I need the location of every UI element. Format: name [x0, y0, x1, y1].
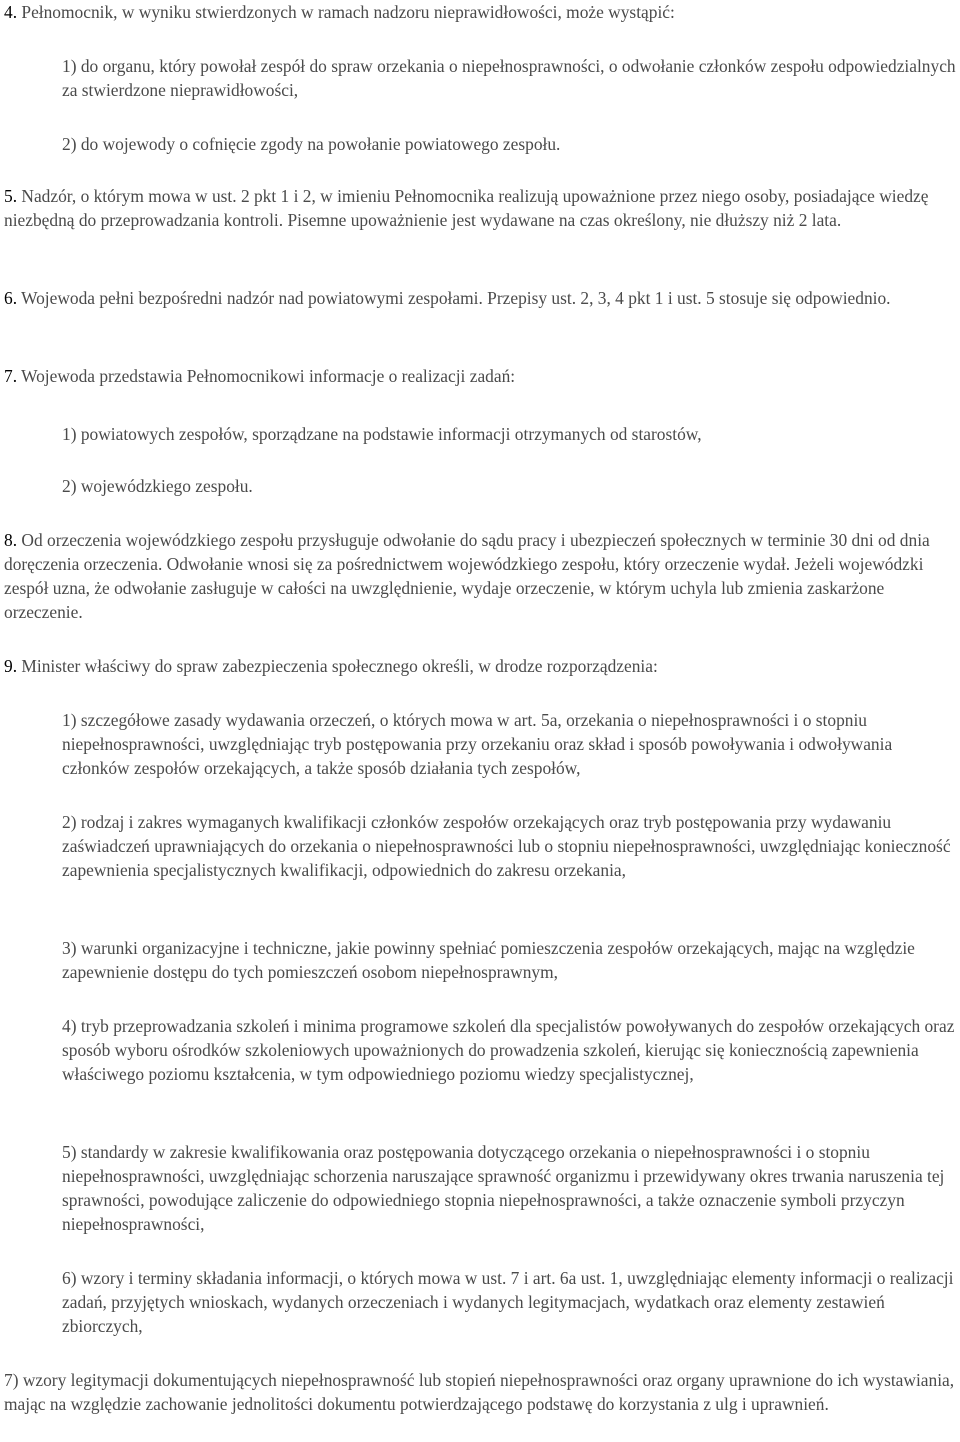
paragraph-7-point-2: [62, 474, 956, 498]
paragraph-text: Pełnomocnik, w wyniku stwierdzonych w ramach nadzoru nieprawidłowości, może wystąpić:: [17, 2, 675, 22]
paragraph-7: [4, 364, 956, 388]
paragraph-8: [4, 528, 956, 624]
paragraph-number: 8.: [4, 530, 18, 550]
paragraph-number: 4.: [4, 2, 18, 22]
paragraph-text: 1) szczegółowe zasady wydawania orzeczeń, o których mowa w art. 5a, orzekania o niepełnosprawności i o stopniu niepełnosprawności, uwzględniając tryb postępowania przy orzekaniu oraz skład i sposób powoływania i odwoływania członków zespołów orzekających, a także sposób działania tych zespołów,: [62, 710, 893, 778]
paragraph-text: 2) do wojewody o cofnięcie zgody na powołanie powiatowego zespołu.: [62, 134, 561, 154]
paragraph-9-point-2: [62, 810, 956, 882]
paragraph-4-point-2: [62, 132, 956, 156]
paragraph-6: [4, 286, 956, 310]
paragraph-number: 9.: [4, 656, 18, 676]
paragraph-text: 3) warunki organizacyjne i techniczne, jakie powinny spełniać pomieszczenia zespołów orzekających, mając na względzie zapewnienie dostępu do tych pomieszczeń osobom niepełnosprawnym,: [62, 938, 915, 982]
paragraph-text: Nadzór, o którym mowa w ust. 2 pkt 1 i 2, w imieniu Pełnomocnika realizują upoważnione przez niego osoby, posiadające wiedzę niezbędną do przeprowadzania kontroli. Pisemne upoważnienie jest wydawane na czas określony, nie dłuższy niż 2 lata.: [4, 186, 929, 230]
paragraph-text: 1) powiatowych zespołów, sporządzane na podstawie informacji otrzymanych od starostów,: [62, 424, 702, 444]
paragraph-text: 5) standardy w zakresie kwalifikowania oraz postępowania dotyczącego orzekania o niepełnosprawności i o stopniu niepełnosprawności, uwzględniając schorzenia naruszające sprawność organizmu i przewidywany okres trwania naruszenia tej sprawności, powodujące zaliczenie do odpowiedniego stopnia niepełnosprawności, a także oznaczenie symboli przyczyn niepełnosprawności,: [62, 1142, 945, 1234]
paragraph-text: 1) do organu, który powołał zespół do spraw orzekania o niepełnosprawności, o odwołanie członków zespołu odpowiedzialnych za stwierdzone nieprawidłowości,: [62, 56, 956, 100]
paragraph-text: Wojewoda przedstawia Pełnomocnikowi informacje o realizacji zadań:: [17, 366, 516, 386]
paragraph-text: Minister właściwy do spraw zabezpieczenia społecznego określi, w drodze rozporządzenia:: [17, 656, 658, 676]
paragraph-text: 2) rodzaj i zakres wymaganych kwalifikacji członków zespołów orzekających oraz tryb postępowania przy wydawaniu zaświadczeń uprawniających do orzekania o niepełnosprawności lub o stopniu niepełnosprawności, uwzględniając konieczność zapewnienia specjalistycznych kwalifikacji, odpowiednich do zakresu orzekania,: [62, 812, 951, 880]
paragraph-text: Wojewoda pełni bezpośredni nadzór nad powiatowymi zespołami. Przepisy ust. 2, 3, 4 pkt 1 i ust. 5 stosuje się odpowiednio.: [17, 288, 891, 308]
paragraph-text: Od orzeczenia wojewódzkiego zespołu przysługuje odwołanie do sądu pracy i ubezpieczeń społecznych w terminie 30 dni od dnia doręczenia orzeczenia. Odwołanie wnosi się za pośrednictwem wojewódzkiego zespołu, który orzeczenie wydał. Jeżeli wojewódzki zespół uzna, że odwołanie zasługuje w całości na uwzględnienie, wydaje orzeczenie, w którym uchyla lub zmienia zaskarżone orzeczenie.: [4, 530, 930, 622]
paragraph-text: 6) wzory i terminy składania informacji, o których mowa w ust. 7 i art. 6a ust. 1, uwzględniając elementy informacji o realizacji zadań, przyjętych wnioskach, wydanych orzeczeniach i wydanych legitymacjach, wydatkach oraz elementy zestawień zbiorczych,: [62, 1268, 954, 1336]
paragraph-number: 5.: [4, 186, 18, 206]
paragraph-7-point-1: [62, 422, 956, 446]
paragraph-4: [4, 0, 956, 24]
paragraph-number: 7.: [4, 366, 18, 386]
paragraph-9-point-1: [62, 708, 956, 780]
paragraph-4-point-1: [62, 54, 956, 102]
paragraph-text: 7) wzory legitymacji dokumentujących niepełnosprawność lub stopień niepełnosprawności oraz organy uprawnione do ich wystawiania, mając na względzie zachowanie jednolitości dokumentu potwierdzającego podstawę do korzystania z ulg i uprawnień.: [4, 1370, 955, 1414]
paragraph-9-point-5: [62, 1140, 956, 1236]
paragraph-9-point-7: [4, 1368, 956, 1416]
paragraph-text: 4) tryb przeprowadzania szkoleń i minima programowe szkoleń dla specjalistów powoływanych do zespołów orzekających oraz sposób wyboru ośrodków szkoleniowych upoważnionych do prowadzenia szkoleń, kierując się koniecznością zapewnienia właściwego poziomu kształcenia, w tym odpowiedniego poziomu wiedzy specjalistycznej,: [62, 1016, 955, 1084]
paragraph-9: [4, 654, 956, 678]
paragraph-text: 2) wojewódzkiego zespołu.: [62, 476, 253, 496]
paragraph-number: 6.: [4, 288, 18, 308]
paragraph-9-point-3: [62, 936, 956, 984]
paragraph-5: [4, 184, 956, 232]
paragraph-9-point-6: [62, 1266, 956, 1338]
paragraph-9-point-4: [62, 1014, 956, 1086]
